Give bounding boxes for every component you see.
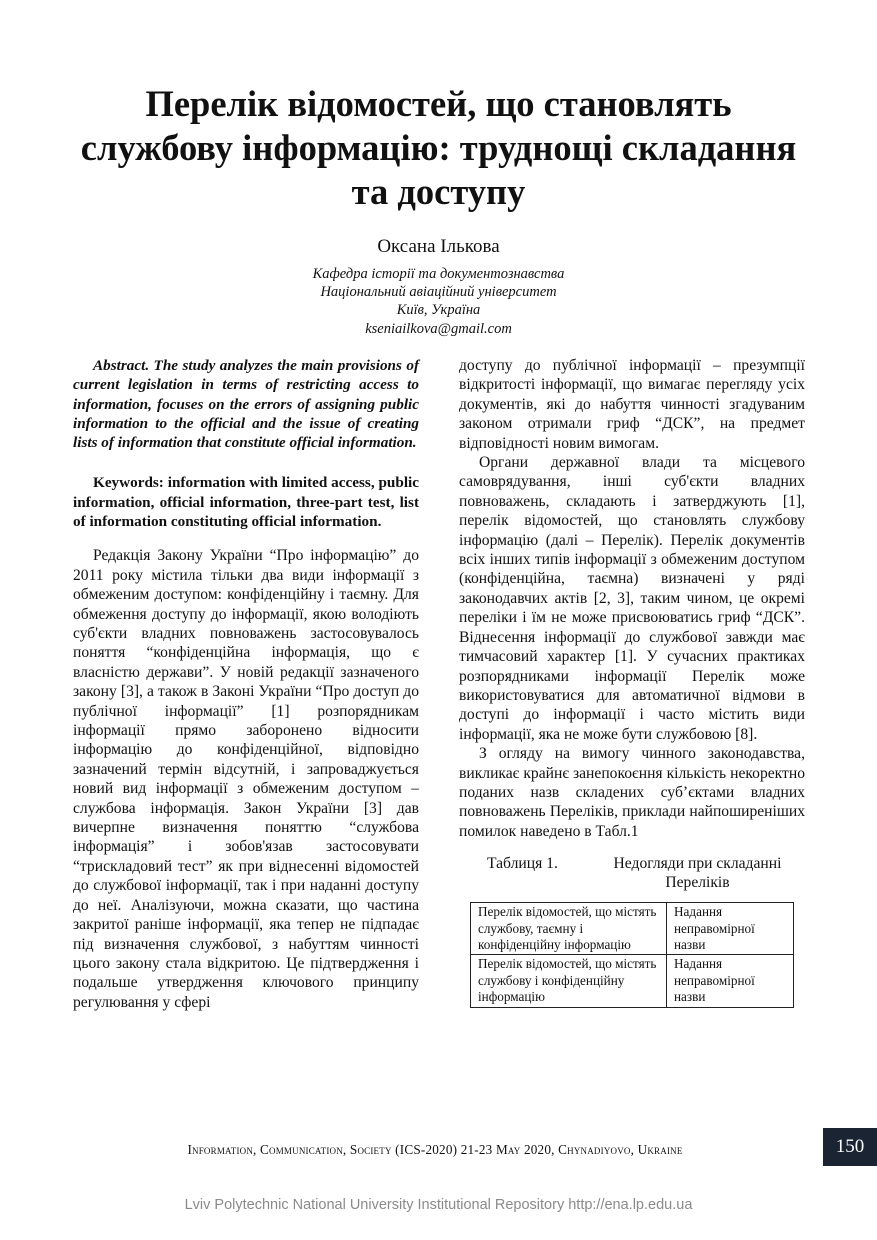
abstract: Abstract. The study analyzes the main provisions of current legislation in terms of restricting access to information, focuses on the errors of assigning public information to the official and the issue of creating lists of information that constitute official information.	[73, 357, 419, 452]
university: Національний авіаційний університет	[320, 284, 557, 301]
table-row	[471, 903, 794, 955]
affiliation-block	[0, 265, 877, 338]
keywords: Keywords: information with limited access, public information, official information, three-part test, list of information constituting official information.	[73, 474, 419, 531]
left-column	[73, 356, 419, 1012]
table-caption-text: Недогляди при складанні Переліків	[613, 855, 782, 892]
repository-watermark[interactable]: Lviv Polytechnic National University Institutional Repository http://ena.lp.edu.ua	[184, 1197, 693, 1213]
body-paragraph-3: З огляду на вимогу чинного законодавства, викликає крайнє занепокоєння кількість некоректно поданих назв складених суб’єктами владних повноважень Переліків, приклади найпоширеніших помилок наведено в Табл.1	[459, 745, 805, 840]
title-line-3: та доступу	[351, 171, 526, 212]
table-number: Таблиця 1.	[487, 855, 558, 873]
paper-title	[40, 82, 837, 214]
author-name: Оксана Ількова	[377, 236, 500, 257]
conference-footer: Information, Communication, Society (ICS-2020) 21-23 May 2020, Chynadiyovo, Ukraine	[187, 1142, 683, 1157]
table-caption	[459, 854, 805, 892]
errors-table	[470, 902, 794, 1007]
title-line-1: Перелік відомостей, що становлять	[145, 83, 732, 124]
title-line-2: службову інформацію: труднощі складання	[80, 127, 797, 168]
author-email[interactable]: kseniailkova@gmail.com	[365, 320, 512, 337]
city: Київ, Україна	[396, 302, 481, 319]
table-cell-issue: Надання неправомірної назви	[667, 903, 794, 955]
department: Кафедра історії та документознавства	[312, 266, 565, 282]
page-number-badge: 150	[823, 1128, 877, 1166]
body-paragraph-2: Органи державної влади та місцевого самоврядування, інші суб'єкти владних повноважень, складають і затверджують [1], перелік відомостей, що становлять службову інформацію (далі – Перелік). Перелік документів всіх інших типів інформації з обмеженим доступом (конфіденційна, таємна) визначені у ряді законодавчих актів [2, 3], таким чином, це окремі переліки і їм не може присвоюватись гриф “ДСК”. Віднесення інформації до службової завжди має тимчасовий характер [1]. У сучасних практиках розпорядниками інформації Перелік може використовуватися для автоматичної відмови в доступі до інформації і часто містить види інформації, яка не може бути службовою [8].	[459, 454, 805, 743]
table-cell-issue: Надання неправомірної назви	[667, 955, 794, 1007]
body-paragraph-1-continued: доступу до публічної інформації – презумпції відкритості інформації, що вимагає перегляду усіх документів, які до набуття чинності згадуваним законом отримали гриф “ДСК”, на предмет відповідності новим вимогам.	[459, 357, 805, 452]
table-row	[471, 955, 794, 1007]
table-cell-name: Перелік відомостей, що містять службову і конфіденційну інформацію	[471, 955, 667, 1007]
table-cell-name: Перелік відомостей, що містять службову, таємну і конфіденційну інформацію	[471, 903, 667, 955]
right-column	[459, 356, 805, 1008]
body-paragraph-1: Редакція Закону України “Про інформацію” до 2011 року містила тільки два види інформації з обмеженим доступом: конфіденційну і таємну. Для обмеження доступу до інформації, якою володіють суб'єкти владних повноважень застосовувалось поняття “конфіденційна інформація, що є власністю держави”. У новій редакції зазначеного закону [3], а також в Законі України “Про доступ до публічної інформації” [1] розпорядникам інформації прямо заборонено відносити інформацію до конфіденційної, відповідно зазначений термін відсутній, і запроваджується новий вид інформації з обмеженим доступом – службова інформація. Закон України [3] дав вичерпне визначення поняттю “службова інформація” і зобов'язав застосовувати “трискладовий тест” як при віднесенні відомостей до службової інформації, так і при наданні доступу до неї. Аналізуючи, можна сказати, що частина закритої раніше інформації, яка тепер не підпадає під визначення службової, з набуттям чинності цього закону стала відкритою. Це підтвердження і подальше утвердження ключового принципу регулювання у сфері	[73, 547, 419, 1011]
